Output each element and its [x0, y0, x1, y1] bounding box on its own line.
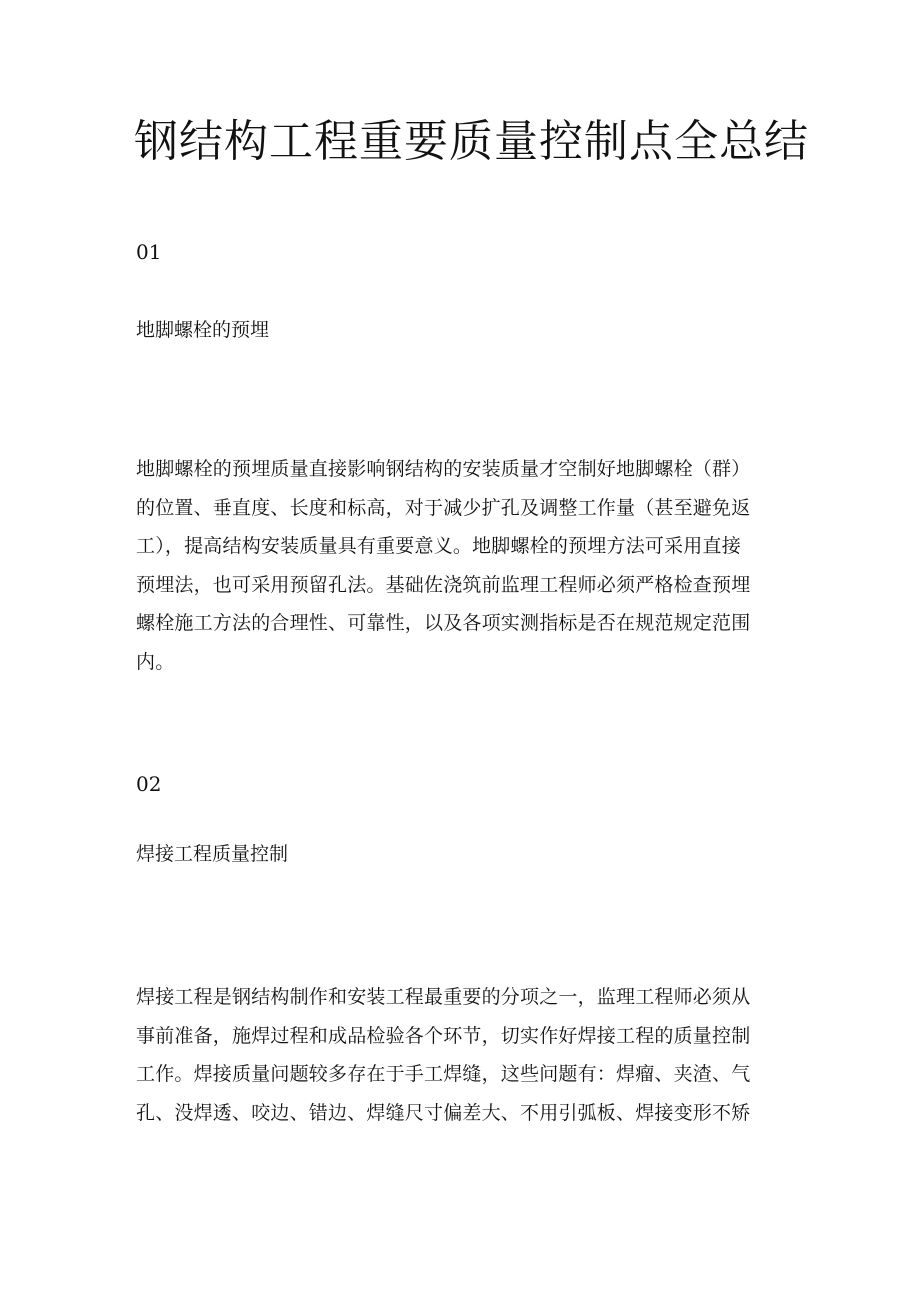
section-paragraph: [136, 450, 788, 681]
section-number: 02: [136, 772, 162, 796]
paragraph-line: 事前准备，施焊过程和成品检验各个环节，切实作好焊接工程的质量控制: [136, 1024, 751, 1047]
paragraph-line: 预埋法，也可采用预留孔法。基础佐浇筑前监理工程师必须严格检查预埋: [136, 573, 751, 596]
section-paragraph: [136, 978, 788, 1132]
paragraph-line: 焊接工程是钢结构制作和安装工程最重要的分项之一，监理工程师必须从: [136, 986, 751, 1008]
section-heading: 焊接工程质量控制: [136, 843, 289, 865]
section-number: 01: [136, 240, 162, 264]
paragraph-line: 地脚螺栓的预埋质量直接影响钢结构的安装质量才空制好地脚螺栓（群）: [136, 458, 751, 480]
paragraph-line: 内。: [136, 650, 175, 673]
paragraph-line: 工作。焊接质量问题较多存在于手工焊缝，这些问题有：焊瘤、夹渣、气: [136, 1063, 751, 1085]
document-title: 钢结构工程重要质量控制点全总结: [134, 116, 809, 167]
paragraph-line: 孔、没焊透、咬边、错边、焊缝尺寸偏差大、不用引弧板、焊接变形不矫: [136, 1101, 751, 1124]
paragraph-line: 的位置、垂直度、长度和标高，对于减少扩孔及调整工作量（甚至避免返: [136, 496, 751, 519]
section-heading: 地脚螺栓的预埋: [136, 319, 270, 341]
paragraph-line: 工），提高结构安装质量具有重要意义。地脚螺栓的预埋方法可采用直接: [136, 535, 741, 557]
paragraph-line: 螺栓施工方法的合理性、可靠性，以及各项实测指标是否在规范规定范围: [136, 612, 751, 634]
